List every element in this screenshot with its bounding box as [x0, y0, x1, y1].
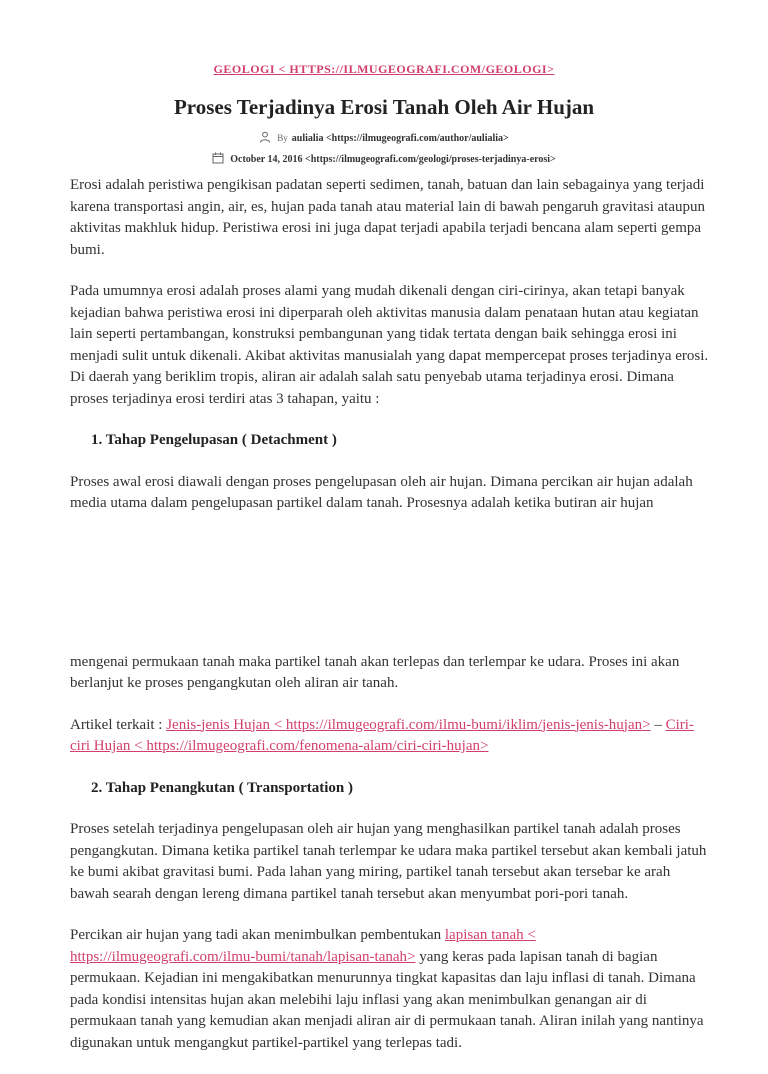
category-link[interactable]: GEOLOGI < HTTPS://ILMUGEOGRAFI.COM/GEOLOGI>: [213, 62, 555, 76]
section-heading: 2. Tahap Penangkutan ( Transportation ): [91, 779, 354, 796]
paragraph-text: Percikan air hujan yang tadi akan menimbulkan pembentukan: [70, 927, 445, 943]
blank-space: [70, 535, 710, 652]
section-heading: 1. Tahap Pengelupasan ( Detachment ): [91, 432, 337, 448]
paragraph: Erosi adalah peristiwa pengikisan padatan seperti sedimen, tanah, batuan dan lain sebagainya yang terjadi karena transportasi angin, air, es, hujan pada tanah atau material lain di bawah pengaruh gravitasi ataupun aktivitas makhluk hidup. Peristiwa erosi ini juga dapat terjadi apabila terjadi bencana alam seperti gempa bumi.: [70, 177, 705, 258]
related-link-ciri-hujan[interactable]: Ciri-ciri Hujan < https://ilmugeografi.com/fenomena-alam/ciri-ciri-hujan>: [70, 716, 694, 754]
page-title: Proses Terjadinya Erosi Tanah Oleh Air Hujan: [173, 95, 595, 119]
user-icon: [259, 131, 271, 146]
paragraph: Proses awal erosi diawali dengan proses pengelupasan oleh air hujan. Dimana percikan air hujan adalah media utama dalam pengelupasan partikel dalam tanah. Prosesnya adalah ketika butiran air hujan: [70, 473, 693, 511]
date-link[interactable]: October 14, 2016 <https://ilmugeografi.com/geologi/proses-terjadinya-erosi>: [230, 153, 556, 165]
related-articles: [70, 715, 710, 758]
author-link[interactable]: aulialia <https://ilmugeografi.com/author/aulialia>: [291, 132, 509, 144]
related-label: Artikel terkait :: [70, 716, 167, 733]
paragraph: [70, 925, 710, 1054]
date-line: [0, 152, 768, 167]
author-line: [0, 131, 768, 146]
article-body: [70, 175, 710, 1074]
related-link-jenis-hujan[interactable]: Jenis-jenis Hujan < https://ilmugeografi.com/ilmu-bumi/iklim/jenis-jenis-hujan>: [166, 716, 651, 733]
related-separator: –: [650, 716, 666, 733]
paragraph: Proses setelah terjadinya pengelupasan oleh air hujan yang menghasilkan partikel tanah adalah proses pengangkutan. Dimana ketika partikel tanah terlempar ke udara maka partikel tersebut akan kembali jatuh ke bumi akibat gravitasi bumi. Pada lahan yang miring, partikel tanah tersebut akan tersebar ke arah bawah searah dengan lereng dimana partikel tanah tersebut akan menyumbat pori-pori tanah.: [70, 821, 707, 902]
paragraph-text: yang keras pada lapisan tanah di bagian permukaan. Kejadian ini mengakibatkan menurunnya tingkat kapasitas dan laju inflasi di tanah. Dimana pada kondisi intensitas hujan akan melebihi laju inflasi yang akan menimbulkan genangan air di permukaan tanah yang kemudian akan menjadi aliran air di permukaan tanah. Aliran inilah yang nantinya digunakan untuk mengangkut partikel-partikel yang terlepas tadi.: [70, 948, 704, 1051]
paragraph: mengenai permukaan tanah maka partikel tanah akan terlepas dan terlempar ke udara. Proses ini akan berlanjut ke proses pengangkutan oleh aliran air tanah.: [70, 653, 680, 691]
lapisan-tanah-link[interactable]: lapisan tanah < https://ilmugeografi.com/ilmu-bumi/tanah/lapisan-tanah>: [70, 927, 536, 965]
author-prefix: By: [277, 132, 288, 143]
paragraph: Pada umumnya erosi adalah proses alami yang mudah dikenali dengan ciri-cirinya, akan tetapi banyak kejadian bahwa peristiwa erosi ini diperparah oleh aktivitas manusia dalam penataan hutan atau kegiatan lain seperti pertambangan, konstruksi pembangunan yang tidak tertata dengan baik sehingga erosi ini menjadi sulit untuk dikenali. Akibat aktivitas manusialah yang dapat mempercepat proses terjadinya erosi. Di daerah yang beriklim tropis, aliran air adalah salah satu penyebab utama terjadinya erosi. Dimana proses terjadinya erosi terdiri atas 3 tahapan, yaitu :: [70, 283, 709, 407]
calendar-icon: [212, 152, 224, 167]
